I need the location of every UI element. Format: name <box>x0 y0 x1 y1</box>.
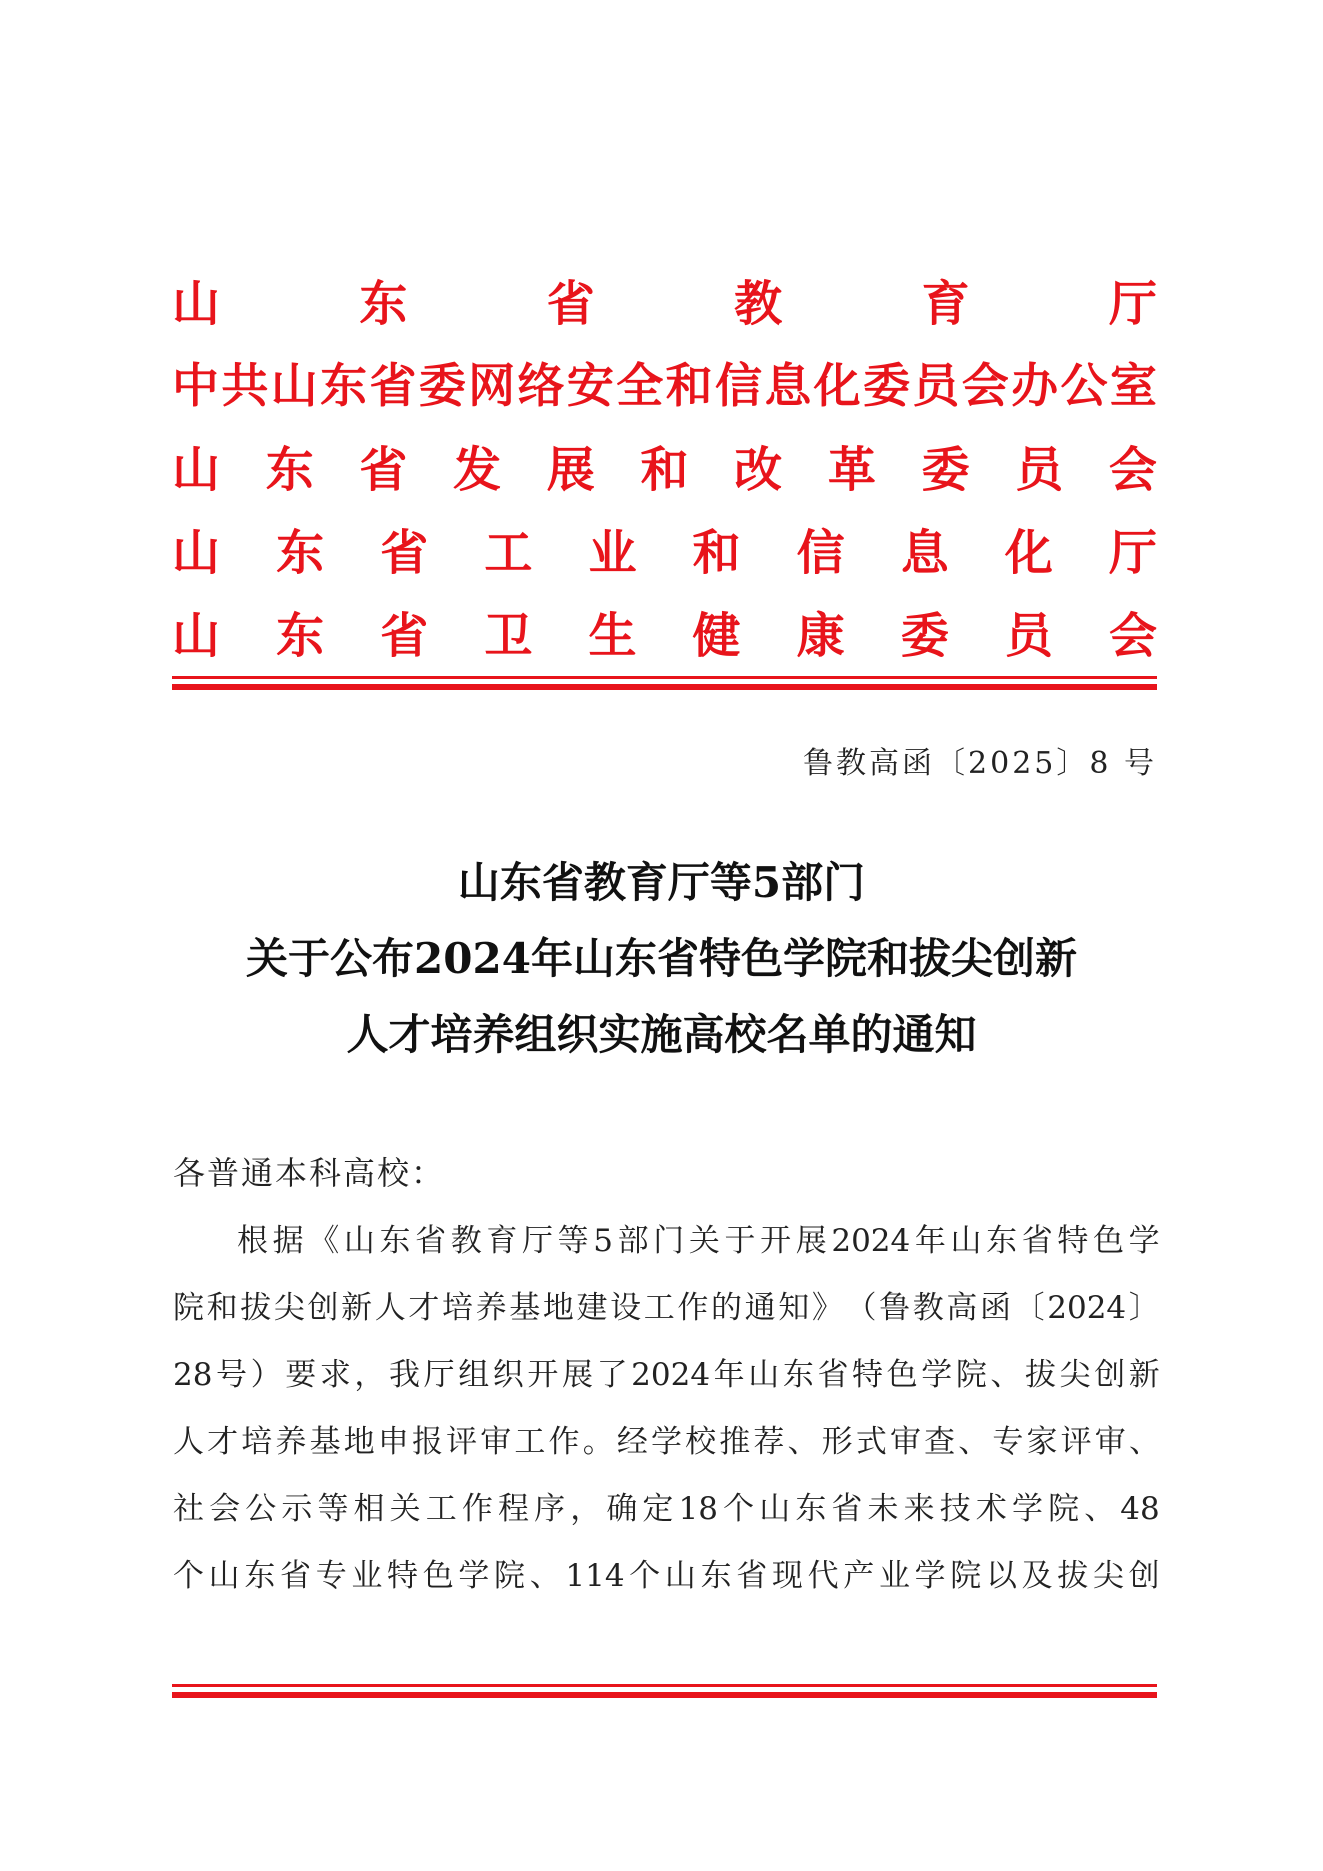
body-line: 社 会 公 示 等 相 关 工 作 程 序 ， 确 定 18 个 山 东 省 未 来 技 术 学 院 、 48 <box>173 1491 1160 1527</box>
body-line: 人 才 培 养 基 地 申 报 评 审 工 作 。 经 学 校 推 荐 、 形 式 审 查 、 专 家 评 审 、 <box>173 1424 1160 1460</box>
title-line: 关于公布2024年山东省特色学院和拔尖创新 <box>246 934 1077 983</box>
body-line: 28 号 ） 要 求 ， 我 厅 组 织 开 展 了 2024 年 山 东 省 特 色 学 院 、 拔 尖 创 新 <box>173 1357 1160 1393</box>
document-number: 鲁教高函〔2025〕8 号 <box>803 746 1157 781</box>
issuer-line: 山 东 省 工 业 和 信 息 化 厅 <box>172 524 1157 581</box>
document-title <box>120 845 1203 1073</box>
body-line: 根 据 《 山 东 省 教 育 厅 等 5 部 门 关 于 开 展 2024 年 山 东 省 特 色 学 <box>237 1223 1160 1259</box>
footer-divider-thin <box>172 1684 1157 1687</box>
body-line: 院 和 拔 尖 创 新 人 才 培 养 基 地 建 设 工 作 的 通 知 》 （ 鲁 教 高 函 〔 2024 〕 <box>173 1290 1160 1326</box>
footer-divider-thick <box>172 1692 1157 1698</box>
header-divider-thin <box>172 676 1157 679</box>
body-text <box>173 1208 1160 1610</box>
header-divider-thick <box>172 684 1157 690</box>
salutation: 各普通本科高校： <box>173 1154 446 1192</box>
title-line: 山东省教育厅等5部门 <box>457 858 866 907</box>
body-line: 个 山 东 省 专 业 特 色 学 院 、 114 个 山 东 省 现 代 产 业 学 院 以 及 拔 尖 创 <box>173 1558 1160 1594</box>
issuer-line: 山 东 省 卫 生 健 康 委 员 会 <box>172 607 1157 664</box>
issuer-line: 山 东 省 发 展 和 改 革 委 员 会 <box>172 441 1157 498</box>
title-line: 人才培养组织实施高校名单的通知 <box>346 1010 977 1059</box>
issuer-line: 中 共 山 东 省 委 网 络 安 全 和 信 息 化 委 员 会 办 公 室 <box>172 359 1157 414</box>
issuer-header <box>172 262 1157 677</box>
issuer-line: 山 东 省 教 育 厅 <box>172 275 1157 332</box>
